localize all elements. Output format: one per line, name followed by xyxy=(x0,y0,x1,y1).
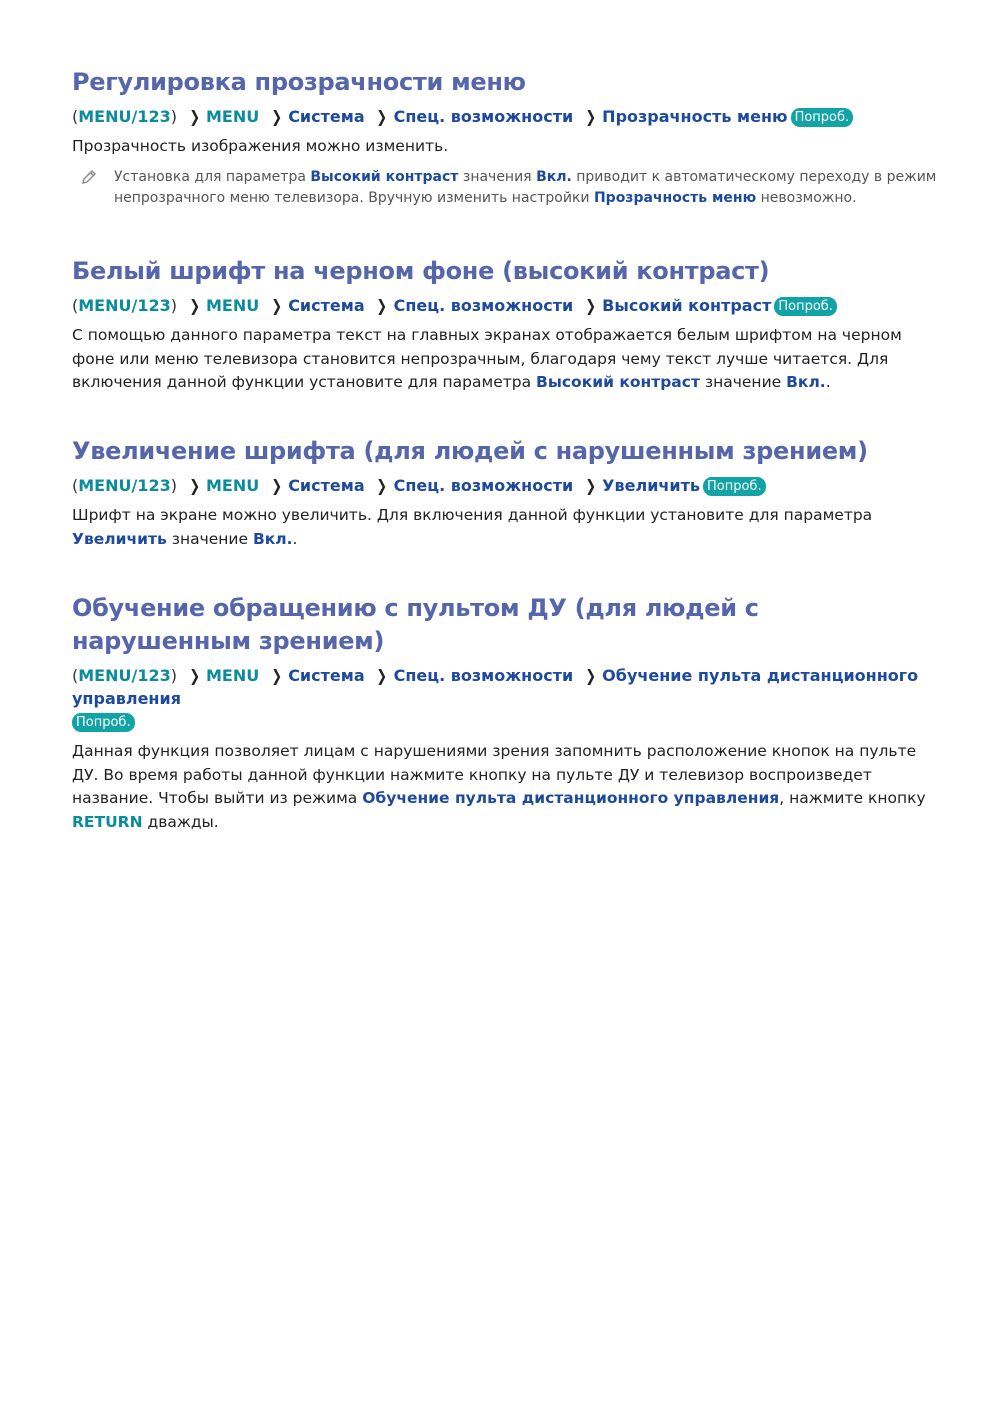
path-system[interactable]: Система xyxy=(288,666,365,685)
section-title: Регулировка прозрачности меню xyxy=(72,68,526,96)
path-menu[interactable]: MENU xyxy=(205,296,260,315)
body-text: значение xyxy=(166,529,253,548)
body-text: . xyxy=(292,529,298,548)
body-text: , нажмите кнопку xyxy=(779,789,926,807)
body-link-enlarge: Увеличить xyxy=(72,529,167,548)
path-menu123[interactable]: MENU/123 xyxy=(78,666,171,685)
note xyxy=(72,167,942,209)
body-text: Данная функция позволяет лицам с нарушениями зрения запомнить расположение кнопок на пульте ДУ. Во время работы данной функции нажмите кнопку на пульте ДУ и телевизор воспроизведет название. Чтобы выйти из режима xyxy=(72,742,917,807)
section-body: Прозрачность изображения можно изменить. xyxy=(72,137,449,155)
path-menu123[interactable]: MENU/123 xyxy=(78,476,171,495)
path-menu123[interactable]: MENU/123 xyxy=(78,296,171,315)
chevron-right-icon: ❯ xyxy=(585,666,596,685)
chevron-right-icon: ❯ xyxy=(271,476,282,495)
path-accessibility[interactable]: Спец. возможности xyxy=(393,296,574,315)
path-accessibility[interactable]: Спец. возможности xyxy=(393,476,574,495)
paren-open: ( xyxy=(72,666,79,685)
note-text: невозможно. xyxy=(756,189,857,206)
path-enlarge[interactable]: Увеличить xyxy=(602,476,700,495)
body-link-on: Вкл. xyxy=(252,529,293,548)
chevron-right-icon: ❯ xyxy=(271,107,282,126)
chevron-right-icon: ❯ xyxy=(585,476,596,495)
try-now-button[interactable]: Попроб. xyxy=(791,108,854,127)
chevron-right-icon: ❯ xyxy=(376,476,388,495)
paren-close: ) xyxy=(170,666,177,685)
section-learn-remote xyxy=(72,592,942,834)
paren-open: ( xyxy=(72,107,79,126)
section-title: Белый шрифт на черном фоне (высокий контраст) xyxy=(72,257,770,285)
path-learn-remote[interactable]: Обучение пульта дистанционного управления xyxy=(72,666,919,708)
body-text: значение xyxy=(699,373,787,391)
menu-path xyxy=(72,105,942,128)
menu-path xyxy=(72,664,942,733)
note-link-menu-transparency: Прозрачность меню xyxy=(593,189,757,206)
path-accessibility[interactable]: Спец. возможности xyxy=(393,666,574,685)
section-menu-transparency xyxy=(72,66,942,209)
chevron-right-icon: ❯ xyxy=(188,296,200,315)
body-key-return: RETURN xyxy=(72,812,143,831)
path-system[interactable]: Система xyxy=(288,296,365,315)
chevron-right-icon: ❯ xyxy=(376,666,388,685)
path-menu[interactable]: MENU xyxy=(205,476,260,495)
note-text: приводит к автоматическому переходу в режим непрозрачного меню телевизора. Вручную изменить настройки xyxy=(114,168,937,206)
section-enlarge-font xyxy=(72,435,942,551)
paren-close: ) xyxy=(170,476,177,495)
path-menu[interactable]: MENU xyxy=(205,666,260,685)
chevron-right-icon: ❯ xyxy=(585,296,596,315)
body-text: Шрифт на экране можно увеличить. Для включения данной функции установите для параметра xyxy=(72,506,873,524)
body-text: . xyxy=(825,373,831,391)
chevron-right-icon: ❯ xyxy=(188,107,200,126)
section-high-contrast xyxy=(72,255,942,395)
section-body xyxy=(72,740,942,834)
try-now-button[interactable]: Попроб. xyxy=(774,297,837,316)
chevron-right-icon: ❯ xyxy=(271,296,282,315)
path-menu123[interactable]: MENU/123 xyxy=(78,107,171,126)
paren-open: ( xyxy=(72,296,79,315)
chevron-right-icon: ❯ xyxy=(271,666,282,685)
try-now-button[interactable]: Попроб. xyxy=(703,477,766,496)
body-text: С помощью данного параметра текст на главных экранах отображается белым шрифтом на черном фоне или меню телевизора становится непрозрачным, благодаря чему текст лучше читается. Для включения данной функции установите для параметра xyxy=(72,326,902,391)
try-now-button[interactable]: Попроб. xyxy=(72,713,135,732)
path-menu[interactable]: MENU xyxy=(205,107,260,126)
chevron-right-icon: ❯ xyxy=(585,107,596,126)
note-text: значения xyxy=(458,168,537,185)
section-body xyxy=(72,324,942,395)
menu-path xyxy=(72,474,942,497)
chevron-right-icon: ❯ xyxy=(188,476,200,495)
note-link-high-contrast: Высокий контраст xyxy=(310,168,459,185)
paren-close: ) xyxy=(170,107,177,126)
section-title: Обучение обращению с пультом ДУ (для людей с нарушенным зрением) xyxy=(72,594,759,655)
path-system[interactable]: Система xyxy=(288,476,365,495)
body-link-learn-remote: Обучение пульта дистанционного управления xyxy=(362,789,780,807)
section-body xyxy=(72,504,942,551)
paren-close: ) xyxy=(170,296,177,315)
chevron-right-icon: ❯ xyxy=(188,666,200,685)
path-accessibility[interactable]: Спец. возможности xyxy=(393,107,574,126)
path-menu-transparency[interactable]: Прозрачность меню xyxy=(602,107,788,126)
pencil-icon xyxy=(80,168,98,186)
body-link-high-contrast: Высокий контраст xyxy=(536,373,700,391)
path-high-contrast[interactable]: Высокий контраст xyxy=(602,296,772,315)
chevron-right-icon: ❯ xyxy=(376,107,388,126)
chevron-right-icon: ❯ xyxy=(376,296,388,315)
body-text: дважды. xyxy=(142,812,219,831)
note-link-on: Вкл. xyxy=(536,168,572,185)
section-title: Увеличение шрифта (для людей с нарушенным зрением) xyxy=(72,437,868,465)
paren-open: ( xyxy=(72,476,79,495)
body-link-on: Вкл. xyxy=(786,373,826,391)
note-text: Установка для параметра xyxy=(114,168,311,185)
path-system[interactable]: Система xyxy=(288,107,365,126)
menu-path xyxy=(72,294,942,317)
